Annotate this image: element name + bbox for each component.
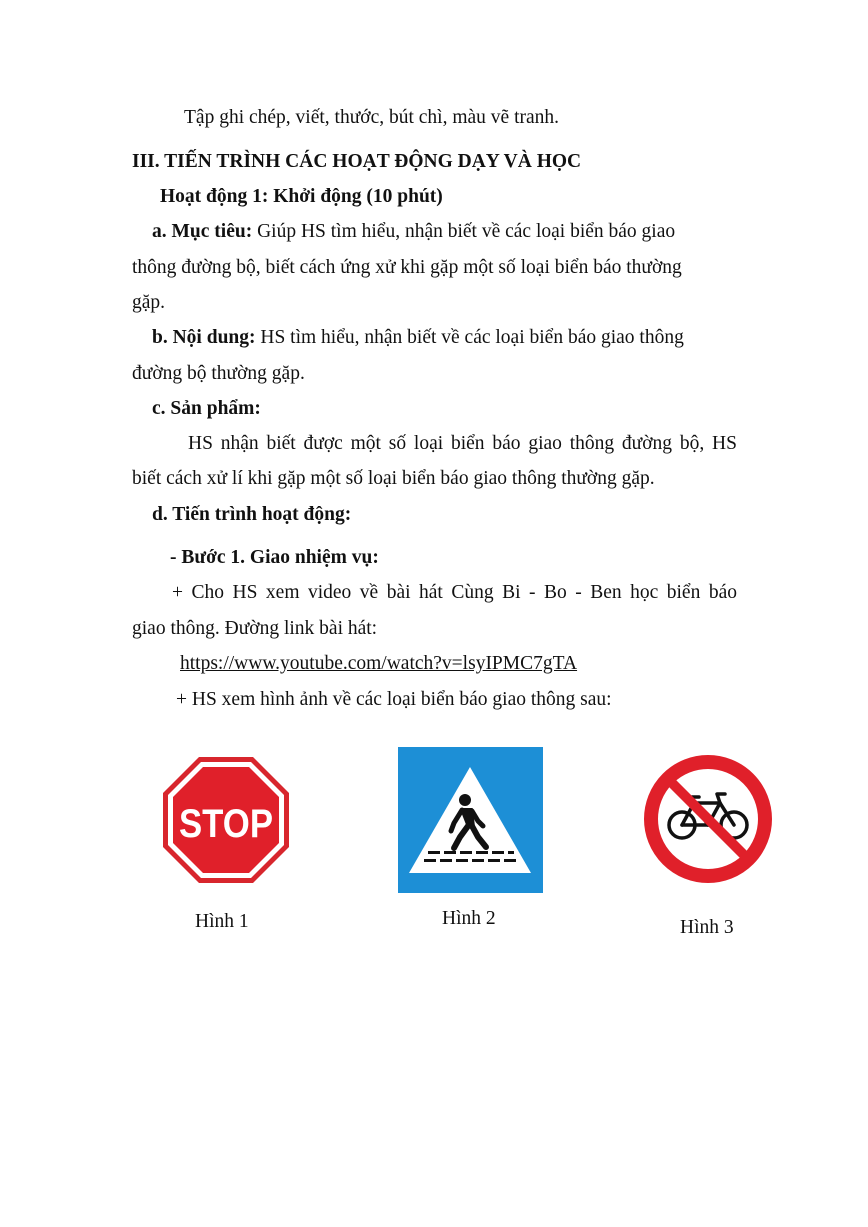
video-line-1: + Cho HS xem video về bài hát Cùng Bi - Bo - Ben học biển báo — [172, 582, 737, 603]
materials-line: Tập ghi chép, viết, thước, bút chì, màu vẽ tranh. — [184, 107, 560, 128]
objective-line-3: gặp. — [132, 292, 166, 313]
sign-caption-2: Hình 2 — [442, 908, 496, 929]
product-line-2: biết cách xử lí khi gặp một số loại biển báo giao thông thường gặp. — [132, 468, 655, 489]
objective-text-1: Giúp HS tìm hiểu, nhận biết về các loại biển báo giao — [252, 221, 676, 242]
content-line-1 — [152, 328, 684, 348]
video-line-2: giao thông. Đường link bài hát: — [132, 618, 378, 639]
product-label: c. Sản phẩm: — [152, 398, 261, 419]
product-line-1: HS nhận biết được một số loại biển báo giao thông đường bộ, HS — [188, 433, 737, 454]
sign-caption-3: Hình 3 — [680, 917, 734, 938]
pedestrian-crossing-sign-icon — [398, 747, 543, 893]
process-label: d. Tiến trình hoạt động: — [152, 504, 352, 525]
video-link[interactable]: https://www.youtube.com/watch?v=lsyIPMC7gTA — [180, 653, 578, 674]
stop-sign-text: STOP — [179, 802, 273, 846]
activity-heading: Hoạt động 1: Khởi động (10 phút) — [160, 186, 443, 207]
sign-caption-1: Hình 1 — [195, 911, 249, 932]
objective-line-1 — [152, 222, 675, 242]
content-line-2: đường bộ thường gặp. — [132, 363, 305, 384]
stop-sign-icon — [161, 755, 291, 885]
content-label: b. Nội dung: — [152, 327, 256, 348]
objective-line-2: thông đường bộ, biết cách ứng xử khi gặp một số loại biển báo thường — [132, 257, 682, 278]
objective-label: a. Mục tiêu: — [152, 221, 253, 242]
content-text-1: HS tìm hiểu, nhận biết về các loại biển báo giao thông — [255, 327, 684, 348]
step1-label: - Bước 1. Giao nhiệm vụ: — [170, 547, 379, 568]
no-bicycles-sign-icon — [642, 753, 774, 885]
video-url-line — [180, 654, 577, 674]
images-intro: + HS xem hình ảnh về các loại biển báo giao thông sau: — [176, 689, 612, 710]
section-heading: III. TIẾN TRÌNH CÁC HOẠT ĐỘNG DẠY VÀ HỌC — [132, 151, 582, 172]
